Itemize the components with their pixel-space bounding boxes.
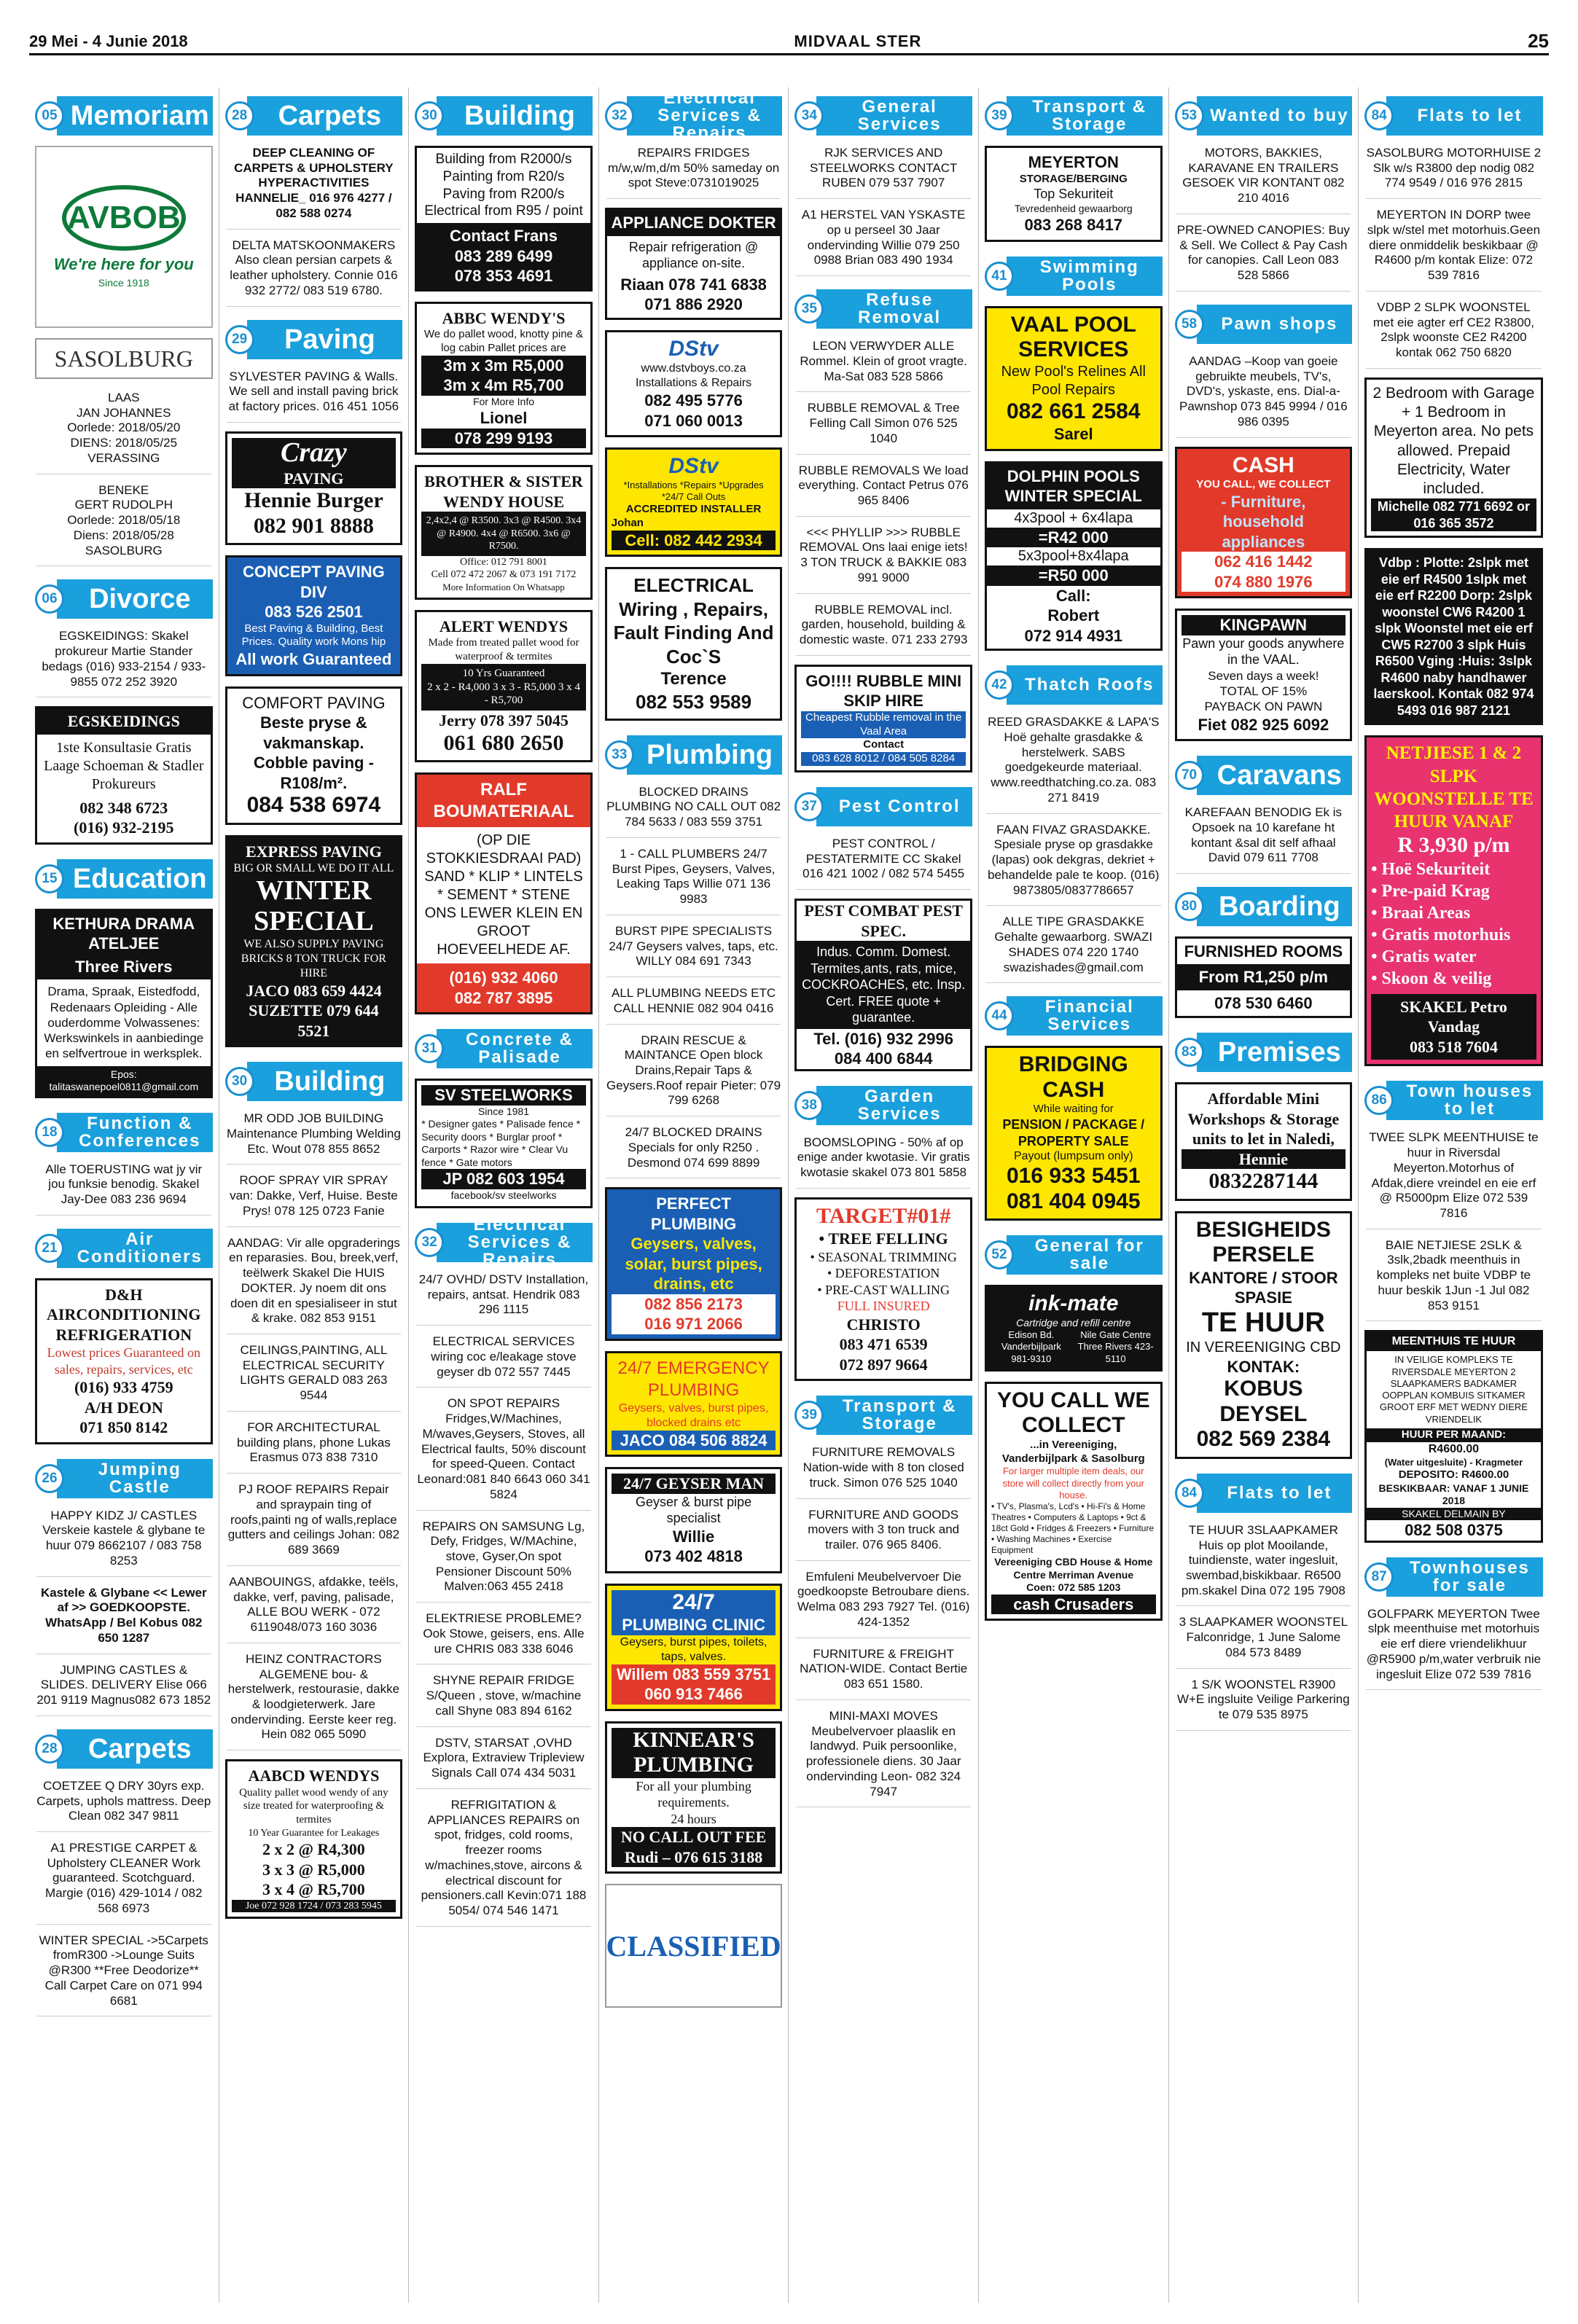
display-ad-mini-storage: Affordable Mini Workshops & Storage units to let in Naledi, Hennie 0832287144 [1175,1082,1353,1201]
classified-ad: TE HUUR 3SLAAPKAMER Huis op plot Mooilande, tuindienste, water ingesluit, swembad,biskikbaar. R6500 pm.skakel Dina 072 195 7908 [1176,1523,1351,1607]
classified-ad: PRE-OWNED CANOPIES: Buy & Sell. We Collect & Pay Cash for canopies. Call Leon 083 528 5866 [1176,223,1351,292]
display-ad-dolphin-pools: DOLPHIN POOLS WINTER SPECIAL 4x3pool + 6x4lapa =R42 000 5x3pool+8x4lapa =R50 000 Call: Robert 072 914 4931 [985,461,1163,652]
display-ad-emergency-plumbing: 24/7 EMERGENCY PLUMBING Geysers, valves, burst pipes, blocked drains etc JACO 084 506 8824 [605,1351,783,1458]
display-ad-kinnears-plumbing: KINNEAR'S PLUMBING For all your plumbing requirements. 24 hours NO CALL OUT FEE Rudi – 076 615 3188 [605,1721,783,1874]
classified-ad: RUBBLE REMOVALS We load everything. Contact Petrus 076 965 8406 [796,463,971,517]
page-number: 25 [1528,30,1549,52]
category-concrete: 31 Concrete & Palisade [415,1025,593,1073]
classified-ad: REPAIRS FRIDGES m/w,w/m,d/m 50% sameday on spot Steve:0731019025 [606,146,781,199]
column-4 [599,87,789,2303]
category-town-houses: 86 Town houses to let [1364,1076,1543,1124]
display-ad-abbc-wendys: ABBC WENDY'S We do pallet wood, knotty pine & log cabin Pallet prices are 3m x 3m R5,000 3m x 4m R5,700 For More Info Lionel 078 299 9193 [415,302,593,455]
classified-ad: COETZEE Q DRY 30yrs exp. Carpets, uphols mattress. Deep Clean 082 347 9811 [36,1779,211,1832]
classified-ad: DELTA MATSKOONMAKERS Also clean persian carpets & leather upholstery. Connie 016 932 2772/ 083 519 6780. [227,238,402,307]
classified-ad: 24/7 OVHD/ DSTV Installation, repairs, antsat. Hendrik 083 296 1115 [416,1272,591,1326]
dstv-logo: DStv [668,454,719,479]
display-ad-cash-collect: CASH YOU CALL, WE COLLECT - Furniture, household appliances 062 416 1442 074 880 1976 [1175,447,1353,599]
display-ad-electrical-wiring: ELECTRICAL Wiring , Repairs, Fault Finding And Coc`S Terence 082 553 9589 [605,567,783,721]
classified-ad: ROOF SPRAY VIR SPRAY van: Dakke, Verf, Huise. Beste Prys! 078 125 0723 Fanie [227,1173,402,1226]
category-thatch: 42 Thatch Roofs [985,661,1163,709]
avbob-logo: AVBOB We're here for you Since 1918 [35,146,213,328]
classified-ad: REED GRASDAKKE & LAPA'S Hoë gehalte grasdakke & herstelwerk. SABS goedgekeurde materiaal. www.reedthatching.co.za. 083 271 8419 [986,715,1161,813]
avbob-mark: AVBOB [62,185,186,251]
category-memoriam: 05 Memoriam [35,92,213,140]
category-pawn-shops: 58 Pawn shops [1175,300,1353,348]
display-ad-appliance-dokter: APPLIANCE DOKTER Repair refrigeration @ appliance on-site. Riaan 078 741 6838 071 886 2920 [605,208,783,320]
category-electrical: 32 Electrical Services & Repairs [415,1218,593,1267]
category-flats: 84 Flats to let [1364,92,1543,140]
classified-ad: RJK SERVICES AND STEELWORKS CONTACT RUBEN 079 537 7907 [796,146,971,199]
classified-ad: ELEKTRIESE PROBLEME? Ook Stowe, geisers, ens. Alle ure CHRIS 083 338 6046 [416,1611,591,1664]
category-financial: 44 Financial Services [985,992,1163,1040]
display-ad-brother-sister: BROTHER & SISTER WENDY HOUSE 2,4x2,4 @ R3500. 3x3 @ R4500. 3x4 @ R4900. 4x4 @ R6500. 3x6 @ R7500. Office: 012 791 8001 Cell 072 472 2067 & 073 191 7172 More Information On Whatsapp [415,465,593,600]
column-3 [409,87,599,2303]
category-jumping-castle: 26 Jumping Castle [35,1455,213,1503]
classified-ad: AANDAG: Vir alle opgraderings en reparasies. Bou, breek,verf, teëlwerk Skakel Die HUIS DOKTER. Jy noem dit ons doen dit en spesialiseer in stut & krake. 082 853 9151 [227,1236,402,1334]
display-ad-vaal-pool: VAAL POOL SERVICES New Pool's Relines All Pool Repairs 082 661 2584 Sarel [985,306,1163,451]
category-boarding: 80 Boarding [1175,883,1353,931]
issue-date: 29 Mei - 4 Junie 2018 [29,31,188,50]
classified-ad: BURST PIPE SPECIALISTS 24/7 Geysers valves, taps, etc. WILLY 084 691 7343 [606,924,781,977]
classified-ad: ALLE TIPE GRASDAKKE Gehalte gewaarborg. SWAZI SHADES 074 220 1740 swazishades@gmail.com [986,915,1161,983]
classifieds-columns [29,87,1549,2303]
classified-ad: SASOLBURG MOTORHUISE 2 Slk w/s R3800 dep nodig 082 774 9549 / 016 976 2815 [1366,146,1542,199]
display-ad-rubble-skip: GO!!!! RUBBLE MINI SKIP HIRE Cheapest Rubble removal in the Vaal Area Contact 083 628 8012 / 084 505 8284 [794,665,972,772]
display-ad-kethura: KETHURA DRAMA ATELJEE Three Rivers Drama, Spraak, Eistedfodd, Redenaars Opleiding - Alle ouderdomme Volwassenes: Werkswinkels in aanbiedinge en selfvertroue in werksplek. Epos: talitaswanepoel0811@gmail.com [35,909,213,1098]
display-ad-bridging-cash: BRIDGING CASH While waiting for PENSION / PACKAGE / PROPERTY SALE Payout (lumpsum only) 016 933 5451 081 404 0945 [985,1046,1163,1221]
classified-promo-illustration: CLASSIFIED [605,1884,783,2008]
display-ad-pest-combat: PEST COMBAT PEST SPEC. Indus. Comm. Domest. Termites,ants, rats, mice, COCKROACHES, etc. Insp. Cert. FREE quote + guarantee. Tel. (016) 932 2996 084 400 6844 [794,899,972,1071]
category-carpets: 28 Carpets [35,1725,213,1773]
classified-ad: AANDAG –Koop van goeie gebruikte meubels, TV's, DVD's, yskaste, ens. Dial-a-Pawnshop 073 845 9994 / 016 986 0395 [1176,354,1351,438]
category-transport: 39 Transport & Storage [985,92,1163,140]
classified-ad: BOOMSLOPING - 50% af op enige ander kwotasie. Vir gratis kwotasie skakel 073 801 5858 [796,1135,971,1189]
display-ad-netjiese-woonstelle: NETJIESE 1 & 2 SLPK WOONSTELLE TE HUUR VANAF R 3,930 p/m • Hoë Sekuriteit • Pre-paid Krag • Braai Areas • Gratis motorhuis • Gratis water • Skoon & veilig SKAKEL Petro Vandag 083 518 7604 [1364,735,1543,1066]
category-refuse: 35 Refuse Removal [794,285,972,333]
category-caravans: 70 Caravans [1175,751,1353,799]
classified-ad: TWEE SLPK MEENTHUISE te huur in Riversdal Meyerton.Motorhus of Afdak,diere vreindel en eie erf @ R5000pm Elize 072 539 7816 [1366,1130,1542,1229]
category-general-services: 34 General Services [794,92,972,140]
column-1 [29,87,219,2303]
column-2 [219,87,410,2303]
classified-ad: FOR ARCHITECTURAL building plans, phone Lukas Erasmus 073 838 7310 [227,1420,402,1474]
classified-ad: ELECTRICAL SERVICES wiring coc e/leakage stove geyser db 072 557 7445 [416,1334,591,1388]
display-ad-besigheids-persele: BESIGHEIDS PERSELE KANTORE / STOOR SPASIE TE HUUR IN VEREENIGING CBD KONTAK: KOBUS DEYSEL 082 569 2384 [1175,1211,1353,1459]
category-swimming-pools: 41 Swimming Pools [985,252,1163,300]
display-ad-concept-paving: CONCEPT PAVING DIV 083 526 2501 Best Paving & Building, Best Prices. Quality work Mons hip All work Guaranteed [225,555,403,676]
display-ad-alert-wendys: ALERT WENDYS Made from treated pallet wood for waterproof & termites 10 Yrs Guaranteed 2 x 2 - R4,000 3 x 3 - R5,000 3 x 4 - R5,700 Jerry 078 397 5045 061 680 2650 [415,610,593,762]
classified-ad: MEYERTON IN DORP twee slpk w/stel met motorhuis.Geen diere onmiddelik beskikbaar @ R4600 p/m kontak Elize: 072 539 7816 [1366,208,1542,292]
category-carpets: 28 Carpets [225,92,403,140]
classified-ad: A1 PRESTIGE CARPET & Upholstery CLEANER Work guaranteed. Scotchguard. Margie (016) 429-1014 / 082 568 6973 [36,1841,211,1925]
classified-ad: Alle TOERUSTING wat jy vir jou funksie benodig. Skakel Jay-Dee 083 236 9694 [36,1162,211,1216]
cash-crusaders-logo: cash Crusaders [991,1595,1156,1615]
display-ad-express-paving: EXPRESS PAVING BIG OR SMALL WE DO IT ALL WINTER SPECIAL WE ALSO SUPPLY PAVING BRICKS 8 TON TRUCK FOR HIRE JACO 083 659 4424 SUZETTE 079 644 5521 [225,835,403,1048]
category-pest-control: 37 Pest Control [794,783,972,831]
classified-ad: 1 - CALL PLUMBERS 24/7 Burst Pipes, Geysers, Valves, Leaking Taps Willie 071 136 9983 [606,847,781,915]
classified-ad: FAAN FIVAZ GRASDAKKE. Spesiale pryse op grasdakke (lapas) ook dekgras, dekriet + behandelde pale te koop. (016) 9873805/0837786657 [986,823,1161,907]
classified-ad: FURNITURE AND GOODS movers with 3 ton truck and trailer. 076 965 8406. [796,1508,971,1561]
classified-ad: MOTORS, BAKKIES, KARAVANE EN TRAILERS GESOEK VIR KONTANT 082 210 4016 [1176,146,1351,214]
display-ad-ralf-boumateriaal: RALF BOUMATERIAAL (OP DIE STOKKIESDRAAI PAD) SAND * KLIP * LINTELS * SEMENT * STENE ONS LEWER KLEIN EN GROOT HOEVEELHEDE AF. (016) 932 4060 082 787 3895 [415,772,593,1014]
display-ad-ink-mate: ink-mate Cartridge and refill centre Edison Bd. Vanderbijlpark 981-9310 Nile Gate Centre Three Rivers 423-5110 [985,1285,1163,1372]
death-notice: LAAS JAN JOHANNES Oorlede: 2018/05/20 DIENS: 2018/05/25 VERASSING [36,391,211,474]
category-electrical: 32 Electrical Services & Repairs [605,92,783,140]
category-air: 21 Air Conditioners [35,1224,213,1272]
classified-ad: MINI-MAXI MOVES Meubelvervoer plaaslik en landwyd. Puik persoonlike, professionele diens. 30 Jaar ondervinding Leon- 082 324 7947 [796,1709,971,1807]
classified-ad: VDBP 2 SLPK WOONSTEL met eie agter erf CE2 R3800, 2slpk woonste CE2 R4200 kontak 062 750 6820 [1366,300,1542,369]
classified-ad: DSTV, STARSAT ,OVHD Explora, Extraview Tripleview Signals Call 074 434 5031 [416,1736,591,1789]
dstv-logo: DStv [668,336,719,361]
classified-ad: RUBBLE REMOVAL & Tree Felling Call Simon 076 525 1040 [796,401,971,454]
classified-ad: GOLFPARK MEYERTON Twee slpk meenthuise met motorhuis eie erf diere vriendelikhuur @R5900 p/m,water verbruik nie ingesluit Elize 072 539 7816 [1366,1607,1542,1691]
classified-ad: <<< PHYLLIP >>> RUBBLE REMOVAL Ons laai enige iets! 3 TON TRUCK & BAKKIE 083 991 9000 [796,525,971,594]
classified-ad: REFRIGITATION & APPLIANCES REPAIRS on spot, fridges, cold rooms, freezer rooms w/machines,stove, aircons & electrical discount for pensioners.call Kevin:071 188 5054/ 074 546 1471 [416,1798,591,1927]
classified-ad: EGSKEIDINGS: Skakel prokureur Martie Stander bedags (016) 933-2154 / 933-9855 072 252 3920 [36,629,211,697]
publication-title: MIDVAAL STER [794,31,922,50]
category-premises: 83 Premises [1175,1028,1353,1076]
classified-ad: 1 S/K WOONSTEL R3900 W+E ingsluite Veilige Parkering te 079 535 8975 [1176,1678,1351,1731]
category-plumbing: 33 Plumbing [605,731,783,779]
display-ad-frans: Building from R2000/s Painting from R20/s Paving from R200/s Electrical from R95 / point Contact Frans 083 289 6499 078 353 4691 [415,146,593,292]
display-ad-cash-crusaders: YOU CALL WE COLLECT ...in Vereeniging, Vanderbijlpark & Sasolburg For larger multiple item deals, our store will collect directly from your house. • TV's, Plasma's, Lcd's • Hi-Fi's & Home Theatres • Computers & Laptops • 9ct & 18ct Gold • Fridges & Freezers • Furniture • Washing Machines • Exercise Equipment Vereeniging CBD House & Home Centre Merriman Avenue Coen: 072 585 1203 cash Crusaders [985,1382,1163,1621]
classified-ad: ALL PLUMBING NEEDS ETC CALL HENNIE 082 904 0416 [606,986,781,1024]
category-building: 30 Building [415,92,593,140]
classified-ad: REPAIRS ON SAMSUNG Lg, Defy, Fridges, W/MAchine, stove, Gyser,On spot Pensioner Discount 50% Malven:063 455 2418 [416,1519,591,1603]
display-ad-michelle: 2 Bedroom with Garage + 1 Bedroom in Meyerton area. No pets allowed. Prepaid Electricity, Water included. Michelle 082 771 6692 or 016 365 3572 [1364,377,1543,539]
column-6 [979,87,1169,2303]
category-garden: 38 Garden Services [794,1081,972,1130]
display-ad-vdbp-flats: Vdbp : Plotte: 2slpk met eie erf R4500 1slpk met eie erf R2200 Dorp: 2slpk woonstel CW6 R4200 1 slpk Woonstel met eie erf CW5 R2700 3 slpk Huis R6500 Vging :Huis: 3slpk R4600 naby handhawer laerskool. Kontak 082 974 5493 016 987 2121 [1364,548,1543,725]
display-ad-dstv-accredited: DStv *Installations *Repairs *Upgrades *24/7 Call Outs ACCREDITED INSTALLER Johan Cell: 082 442 2934 [605,447,783,557]
category-wanted: 53 Wanted to buy [1175,92,1353,140]
classified-ad: JUMPING CASTLES & SLIDES. DELIVERY Elise 066 201 9119 Magnus082 673 1852 [36,1663,211,1716]
classified-ad: 3 SLAAPKAMER WOONSTEL Falconridge, 1 June Salome 084 573 8489 [1176,1615,1351,1668]
classified-ad: BAIE NETJIESE 2SLK & 3slk,2badk meenthuis in kompleks net buite VDBP te huur beskik 1Jun -1 Jul 082 853 9151 [1366,1238,1542,1322]
category-paving: 29 Paving [225,316,403,364]
classified-ad: DRAIN RESCUE & MAINTANCE Open block Drains,Repair Taps & Geysers.Roof repair Pieter: 079 799 6268 [606,1033,781,1117]
classified-ad: 24/7 BLOCKED DRAINS Specials for only R250 . Desmond 074 699 8899 [606,1125,781,1178]
classified-ad: PJ ROOF REPAIRS Repair and spraypain ting of roofs,painti ng of walls,replace gutters and ceilings Johan: 082 689 3669 [227,1482,402,1566]
classified-ad: SYLVESTER PAVING & Walls. We sell and install paving brick at factory prices. 016 451 1056 [227,369,402,423]
column-8 [1359,87,1549,2303]
display-ad-plumbing-clinic: 24/7 PLUMBING CLINIC Geysers, burst pipes, toilets, taps, valves. Willem 083 559 3751 060 913 7466 [605,1584,783,1711]
classified-ad: HAPPY KIDZ J/ CASTLES Verskeie kastele & glybane te huur 079 8662107 / 083 758 8253 [36,1509,211,1577]
column-7 [1169,87,1359,2303]
category-education: 15 Education [35,855,213,903]
classified-ad: BLOCKED DRAINS PLUMBING NO CALL OUT 082 784 5633 / 083 559 3751 [606,785,781,838]
avbob-branch: SASOLBURG [35,338,213,379]
display-ad-furnished-rooms: FURNISHED ROOMS From R1,250 p/m 078 530 6460 [1175,936,1353,1019]
display-ad-comfort-paving: COMFORT PAVING Beste pryse & vakmanskap. Cobble paving - R108/m². 084 538 6974 [225,686,403,825]
classified-ad: PEST CONTROL / PESTATERMITE CC Skakel 016 421 1002 / 082 574 5455 [796,837,971,890]
category-divorce: 06 Divorce [35,575,213,623]
display-ad-kingpawn: KINGPAWN Pawn your goods anywhere in the VAAL. Seven days a week! TOTAL OF 15% PAYBACK ON PAWN Fiet 082 925 6092 [1175,609,1353,741]
display-ad-meenthuis: MEENTHUIS TE HUUR IN VEILIGE KOMPLEKS TE RIVERSDALE MEYERTON 2 SLAAPKAMERS BADKAMER OOPPLAN KOMBUIS SITKAMER GROOT ERF MET WEDNY DIERE VRIENDELIK HUUR PER MAAND: R4600.00 (Water uitgesluite) - Kragmeter DEPOSITO: R4600.00 BESKIKBAAR: VANAF 1 JUNIE 2018 SKAKEL DELMAIN BY 082 508 0375 [1364,1330,1543,1542]
display-ad-dstvboys: DStv www.dstvboys.co.za Installations & Repairs 082 495 5776 071 060 0013 [605,330,783,438]
display-ad-meyerton-storage: MEYERTON STORAGE/BERGING Top Sekuriteit Tevredenheid gewaarborg 083 268 8417 [985,146,1163,242]
classified-ad: KAREFAAN BENODIG Ek is Opsoek na 10 karefane ht kontant &sal dit self afhaal David 079 611 7708 [1176,805,1351,874]
display-ad-perfect-plumbing: PERFECT PLUMBING Geysers, valves, solar, burst pipes, drains, etc 082 856 2173 016 971 2066 [605,1187,783,1341]
classified-ad: AANBOUINGS, afdakke, teëls, dakke, verf, paving, palisade, ALLE BOU WERK - 072 6119048/073 160 3036 [227,1575,402,1643]
classified-ad: HEINZ CONTRACTORS ALGEMENE bou- & herstelwerk, restourasie, dakke & loodgieterwerk. Jare ondervinding. Eerste keer reg. Hein 082 065 5090 [227,1652,402,1750]
page-header [29,29,1549,55]
classified-ad: LEON VERWYDER ALLE Rommel. Klein of groot vragte. Ma-Sat 083 528 5866 [796,339,971,392]
category-building: 30 Building [225,1057,403,1106]
display-ad-target-tree-felling: TARGET#01# • TREE FELLING • SEASONAL TRIMMING • DEFORESTATION • PRE-CAST WALLING FULL INSURED CHRISTO 083 471 6539 072 897 9664 [794,1197,972,1382]
display-ad-egskeidings: EGSKEIDINGS 1ste Konsultasie Gratis Laage Schoeman & Stadler Prokureurs 082 348 6723 (016) 932-2195 [35,706,213,845]
classified-ad: RUBBLE REMOVAL incl. garden, household, building & domestic waste. 071 233 2793 [796,603,971,656]
display-ad-crazy-paving: Crazy PAVING Hennie Burger 082 901 8888 [225,431,403,545]
category-transport: 39 Transport & Storage [794,1391,972,1439]
classified-ad: Kastele & Glybane << Lewer af >> GOEDKOOPSTE. WhatsApp / Bel Kobus 082 650 1287 [36,1586,211,1654]
death-notice: BENEKE GERT RUDOLPH Oorlede: 2018/05/18 Diens: 2018/05/28 SASOLBURG [36,483,211,567]
column-5 [789,87,979,2303]
classified-ad: FURNITURE & FREIGHT NATION-WIDE. Contact Bertie 083 651 1580. [796,1647,971,1700]
classified-ad: DEEP CLEANING OF CARPETS & UPHOLSTERY HYPERACTIVITIES HANNELIE_ 016 976 4277 / 082 588 0274 [227,146,402,230]
category-flats: 84 Flats to let [1175,1469,1353,1517]
category-function: 18 Function & Conferences [35,1108,213,1157]
classified-ad: A1 HERSTEL VAN YSKASTE op u perseel 30 Jaar ondervinding Willie 079 250 0988 Brian 083 490 1934 [796,208,971,276]
category-general-for-sale: 52 General for sale [985,1231,1163,1279]
display-ad-aabcd-wendys: AABCD WENDYS Quality pallet wood wendy of any size treated for waterproofing & termites 10 Year Guarantee for Leakages 2 x 2 @ R4,300 3 x 3 @ R5,000 3 x 4 @ R5,700 Joe 072 928 1724 / 073 283 5945 [225,1759,403,1919]
classified-ad: Emfuleni Meubelvervoer Die goedkoopste Betroubare diens. Welma 083 293 7927 Tel. (016) 424-1352 [796,1570,971,1638]
classified-ad: ON SPOT REPAIRS Fridges,W/Machines, M/waves,Geysers, Stoves, all Electrical faults, 50% discount for speed-Queen. Contact Leonard:081 840 6643 060 341 5824 [416,1396,591,1510]
display-ad-dh: D&H AIRCONDITIONING REFRIGERATION Lowest prices Guaranteed on sales, repairs, services, etc (016) 933 4759 A/H DEON 071 850 8142 [35,1278,213,1444]
classified-ad: MR ODD JOB BUILDING Maintenance Plumbing Welding Etc. Wout 078 855 8652 [227,1111,402,1165]
category-townhouses-sale: 87 Townhouses for sale [1364,1553,1543,1601]
classified-ad: SHYNE REPAIR FRIDGE S/Queen , stove, w/machine call Shyne 083 894 6162 [416,1673,591,1726]
display-ad-geyser-man: 24/7 GEYSER MAN Geyser & burst pipe specialist Willie 073 402 4818 [605,1467,783,1573]
classified-ad: CEILINGS,PAINTING, ALL ELECTRICAL SECURITY LIGHTS GERALD 083 263 9544 [227,1343,402,1412]
classified-ad: FURNITURE REMOVALS Nation-wide with 8 ton closed truck. Simon 076 525 1040 [796,1445,971,1498]
display-ad-sv-steelworks: SV STEELWORKS Since 1981 * Designer gates * Palisade fence * Security doors * Burglar proof * Carports * Razor wire * Clear Vu fence * Gate motors JP 082 603 1954 facebook/sv steelworks [415,1079,593,1208]
classified-ad: WINTER SPECIAL ->5Carpets fromR300 ->Lounge Suits @R300 **Free Deodorize** Call Carpet Care on 071 994 6681 [36,1933,211,2017]
